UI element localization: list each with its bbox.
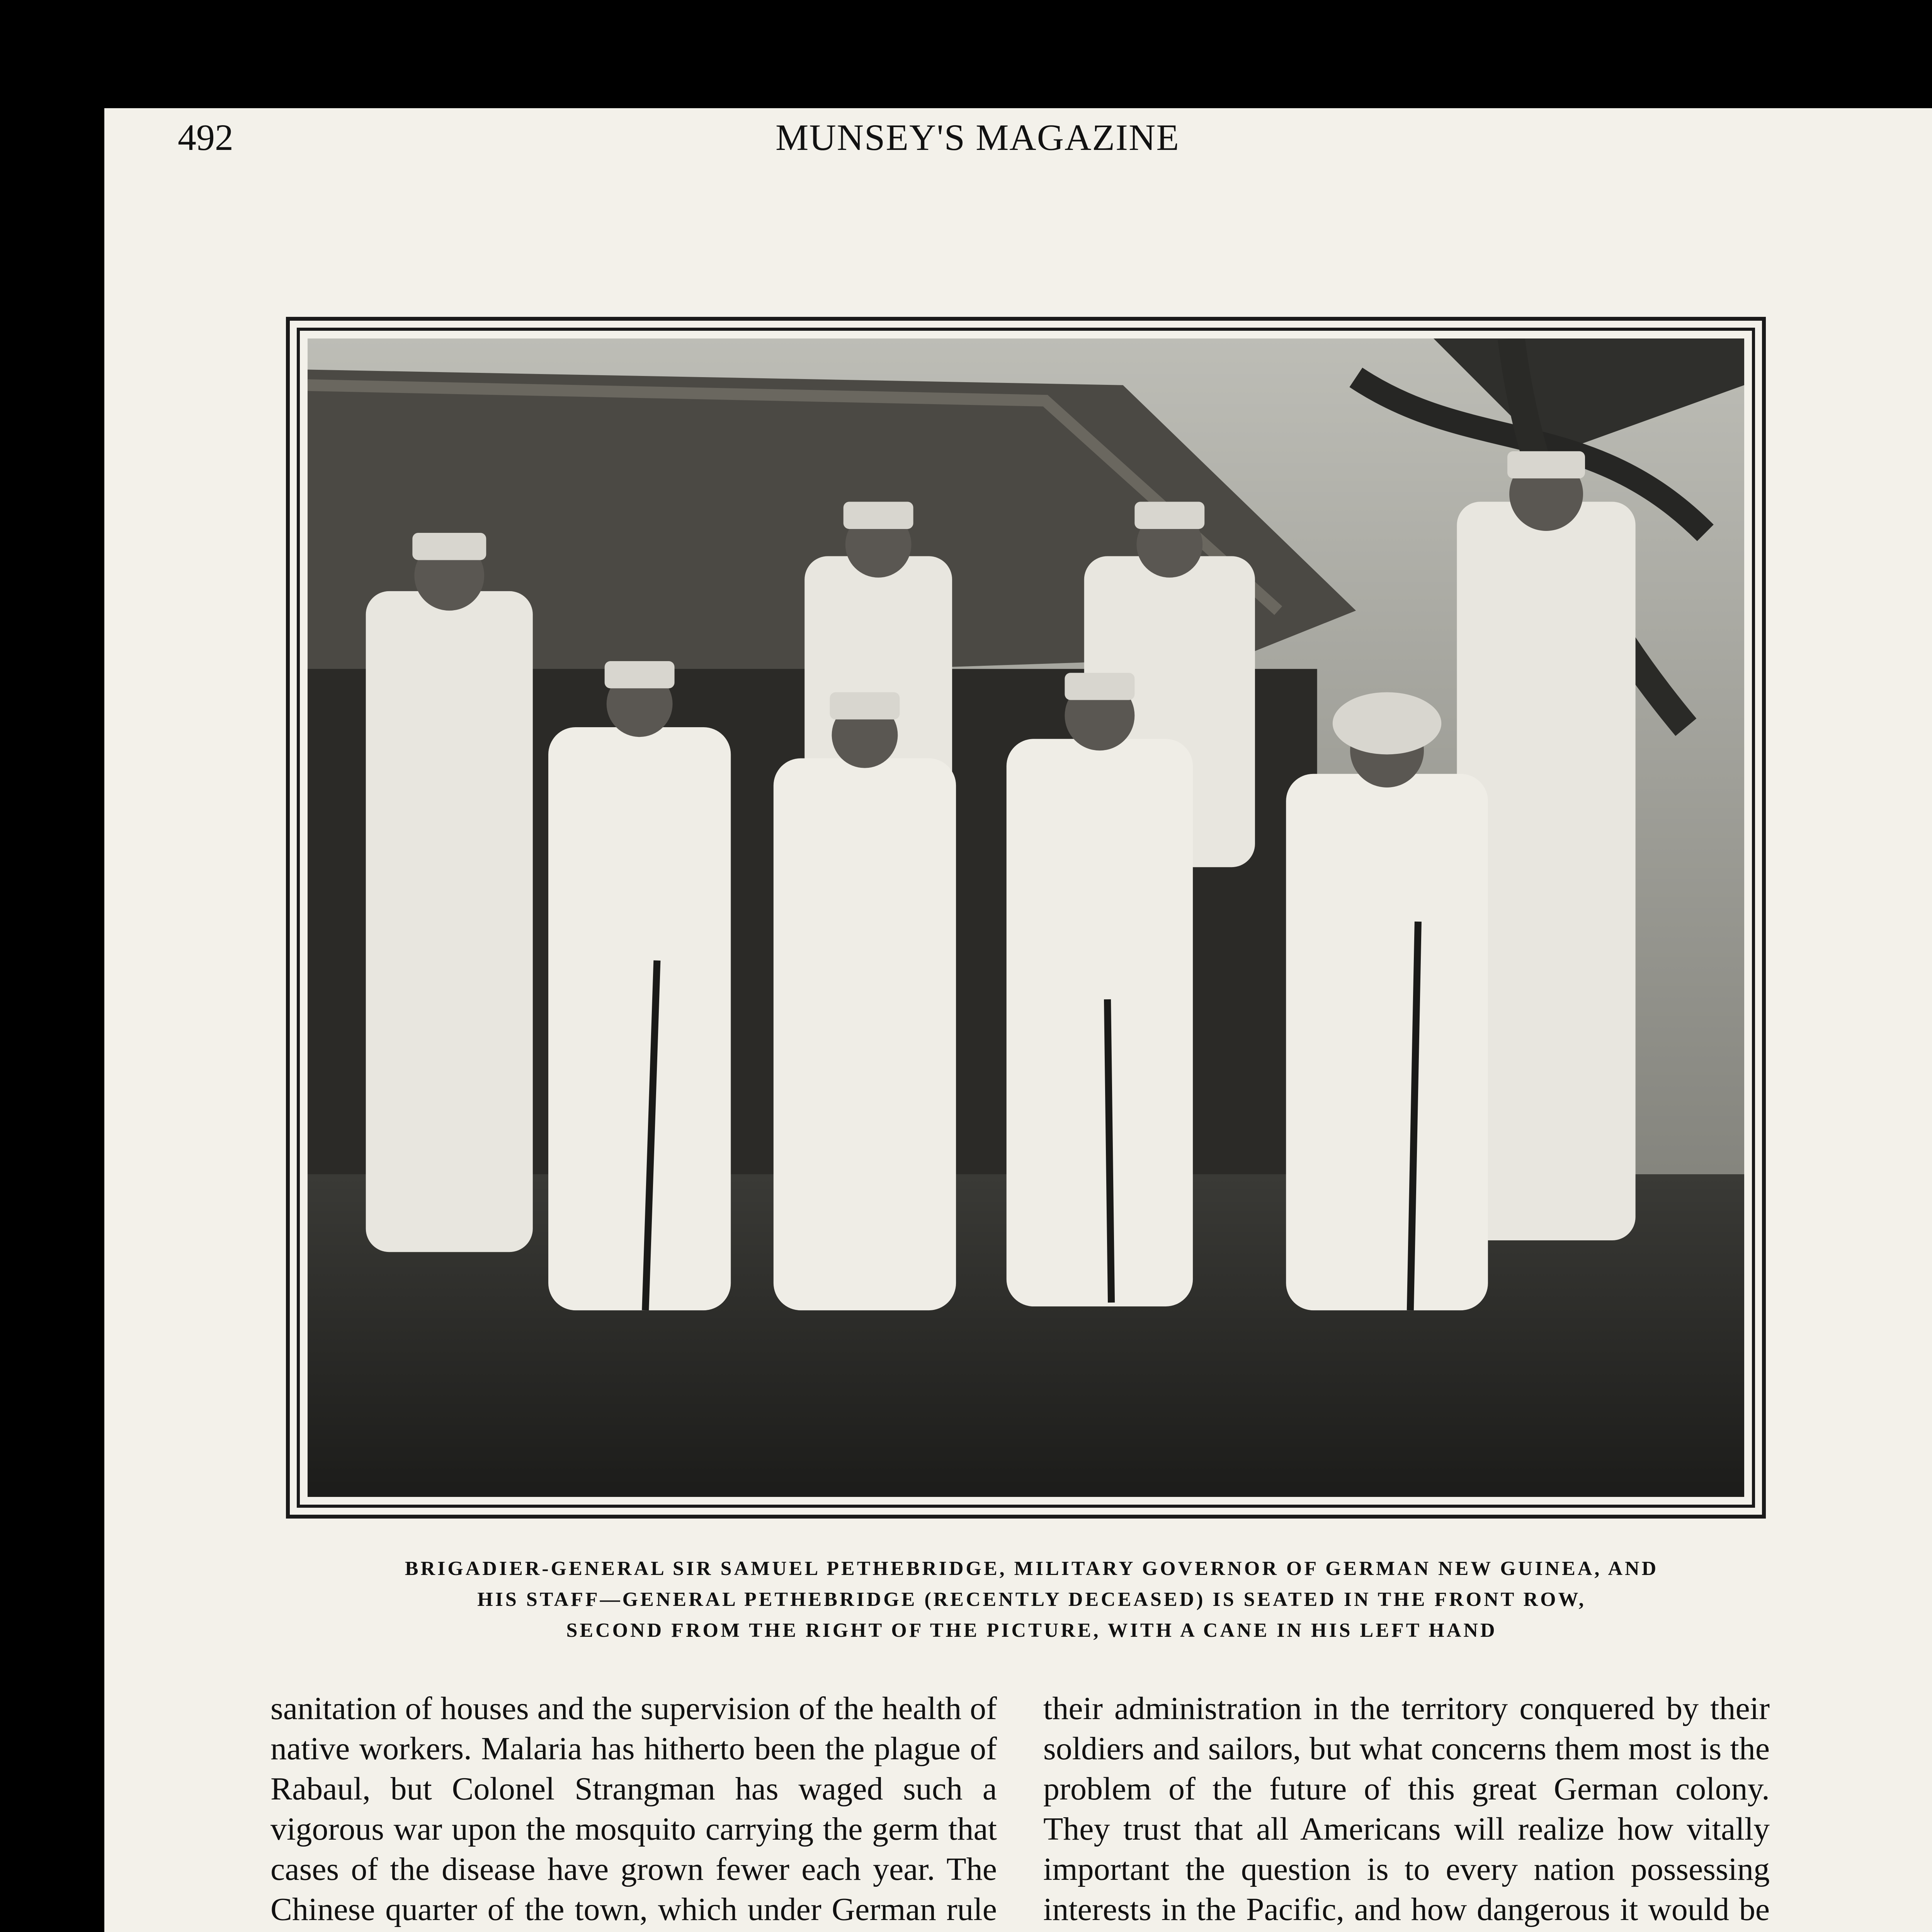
article-paragraph: sanitation of houses and the supervision of the health of native workers. Malaria has hitherto been the plague of Rabaul, but Colonel Strangman has waged such a vigorous war upon the mosquito carrying the germ that cases of the disease have grown fewer each year. The Chinese quarter of the town, which under German rule [270,1690,997,1927]
caption-line-3: SECOND FROM THE RIGHT OF THE PICTURE, WITH A CANE IN HIS LEFT HAND [566,1619,1497,1641]
caption-line-1: BRIGADIER-GENERAL SIR SAMUEL PETHEBRIDGE, MILITARY GOVERNOR OF GERMAN NEW GUINEA, AND [405,1558,1659,1580]
photo-frame [286,317,1766,1519]
running-head [178,116,1777,170]
page-number: 492 [178,117,233,158]
article-right-column [1043,1689,1770,1932]
article-left-column [270,1689,997,1932]
magazine-title: MUNSEY'S MAGAZINE [776,117,1180,158]
group-photo-illustration [308,338,1744,1497]
photo-caption [247,1553,1816,1646]
caption-line-2: HIS STAFF—GENERAL PETHEBRIDGE (RECENTLY DECEASED) IS SEATED IN THE FRONT ROW, [477,1588,1586,1611]
photo [297,328,1755,1508]
article-paragraph: their administration in the territory conquered by their soldiers and sailors, but what concerns them most is the problem of the future of this great German colony. They trust that all Americans will realize how vitally important the question is to every nation possessing interests in the Pacific, and how dangerous it would be [1043,1690,1770,1927]
